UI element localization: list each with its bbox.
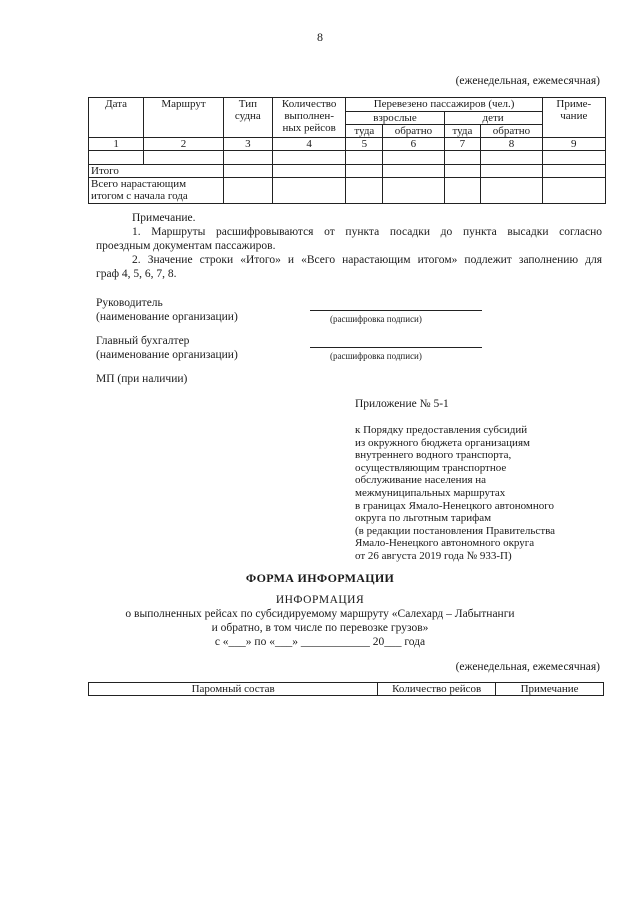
col-num-4: 4 xyxy=(272,138,346,151)
header-children-there: туда xyxy=(444,125,481,138)
appendix-line: от 26 августа 2019 года № 933-П) xyxy=(355,549,512,562)
info-title: ИНФОРМАЦИЯ xyxy=(275,594,365,606)
col-num-2: 2 xyxy=(144,138,224,151)
header-vessel-type xyxy=(223,98,272,138)
col-num-5: 5 xyxy=(346,138,383,151)
header-adults-back: обратно xyxy=(383,125,444,138)
header-ferry: Паромный состав xyxy=(89,683,378,696)
header-adults: взрослые xyxy=(346,112,444,125)
empty-row xyxy=(89,151,606,165)
info-period: с «___» по «___» ____________ 20___ года xyxy=(214,636,426,648)
info-line1: о выполненных рейсах по субсидируемому маршруту «Салехард – Лабытнанги xyxy=(125,608,515,620)
appendix-line: межмуниципальных маршрутах xyxy=(355,486,506,499)
head-signature-caption: (расшифровка подписи) xyxy=(330,314,422,324)
header-note xyxy=(542,98,605,138)
header-children: дети xyxy=(444,112,542,125)
appendix-line: округа по льготным тарифам xyxy=(355,512,492,525)
col-num-7: 7 xyxy=(444,138,481,151)
col-num-9: 9 xyxy=(542,138,605,151)
page-number: 8 xyxy=(317,30,323,44)
appendix-text xyxy=(355,424,555,563)
col-num-1: 1 xyxy=(89,138,144,151)
cumulative-label-line2: итогом с начала года xyxy=(91,190,188,202)
col-num-6: 6 xyxy=(383,138,444,151)
accountant-signature-caption: (расшифровка подписи) xyxy=(330,351,422,361)
header-trips-line3: ных рейсов xyxy=(282,122,336,134)
cumulative-label xyxy=(89,178,224,204)
header-passengers: Перевезено пассажиров (чел.) xyxy=(346,98,542,112)
head-org: (наименование организации) xyxy=(96,311,238,323)
header-note-line1: Приме- xyxy=(556,98,592,110)
appendix-line: Ямало-Ненецкого автономного округа xyxy=(355,537,535,550)
ferry-table xyxy=(88,682,604,696)
appendix-line: к Порядку предоставления субсидий xyxy=(355,424,528,436)
col-num-3: 3 xyxy=(223,138,272,151)
info-line2: и обратно, в том числе по перевозке грузов» xyxy=(211,622,429,634)
cumulative-label-line1: Всего нарастающим xyxy=(91,178,187,190)
remark-1-line2: проездным документам пассажиров. xyxy=(96,240,276,252)
header-route: Маршрут xyxy=(144,98,224,138)
head-title: Руководитель xyxy=(96,297,163,309)
header-trips-line2: выполнен- xyxy=(284,110,334,122)
appendix-title: Приложение № 5-1 xyxy=(355,398,449,410)
appendix-line: внутреннего водного транспорта, xyxy=(355,449,512,462)
header-note-line2: чание xyxy=(560,110,588,122)
header-vessel-type-line2: судна xyxy=(234,110,261,122)
head-signature-line xyxy=(310,310,482,311)
appendix-line: обслуживание населения на xyxy=(355,474,487,487)
remark-1-line1: 1. Маршруты расшифровываются от пункта посадки до пункта высадки согласно xyxy=(132,226,602,238)
stamp-note: МП (при наличии) xyxy=(96,373,188,385)
appendix-line: (в редакции постановления Правительства xyxy=(355,524,556,537)
accountant-org: (наименование организации) xyxy=(96,349,238,361)
accountant-signature-line xyxy=(310,347,482,348)
appendix-line: в границах Ямало-Ненецкого автономного xyxy=(355,499,554,512)
remark-2-line1: 2. Значение строки «Итого» и «Всего нарастающим итогом» подлежит заполнению для xyxy=(132,254,602,266)
header-ferry-note: Примечание xyxy=(496,683,604,696)
header-date: Дата xyxy=(89,98,144,138)
header-adults-there: туда xyxy=(346,125,383,138)
remarks-title: Примечание. xyxy=(132,212,196,224)
table1-frequency: (еженедельная, ежемесячная) xyxy=(455,75,600,87)
form-heading: ФОРМА ИНФОРМАЦИИ xyxy=(245,571,395,585)
column-numbers-row xyxy=(89,138,606,151)
header-trips xyxy=(272,98,346,138)
col-num-8: 8 xyxy=(481,138,542,151)
header-children-back: обратно xyxy=(481,125,542,138)
appendix-line: осуществляющим транспортное xyxy=(355,461,507,474)
remark-2-line2: граф 4, 5, 6, 7, 8. xyxy=(96,268,177,280)
cumulative-row xyxy=(89,178,606,204)
header-vessel-type-line1: Тип xyxy=(238,98,257,110)
form-frequency: (еженедельная, ежемесячная) xyxy=(455,661,600,673)
total-row xyxy=(89,165,606,178)
header-trips-line1: Количество xyxy=(281,98,337,110)
accountant-title: Главный бухгалтер xyxy=(96,335,190,347)
passenger-table xyxy=(88,97,606,204)
total-label: Итого xyxy=(89,165,224,178)
header-trips-count: Количество рейсов xyxy=(378,683,496,696)
appendix-line: из окружного бюджета организациям xyxy=(355,436,530,449)
